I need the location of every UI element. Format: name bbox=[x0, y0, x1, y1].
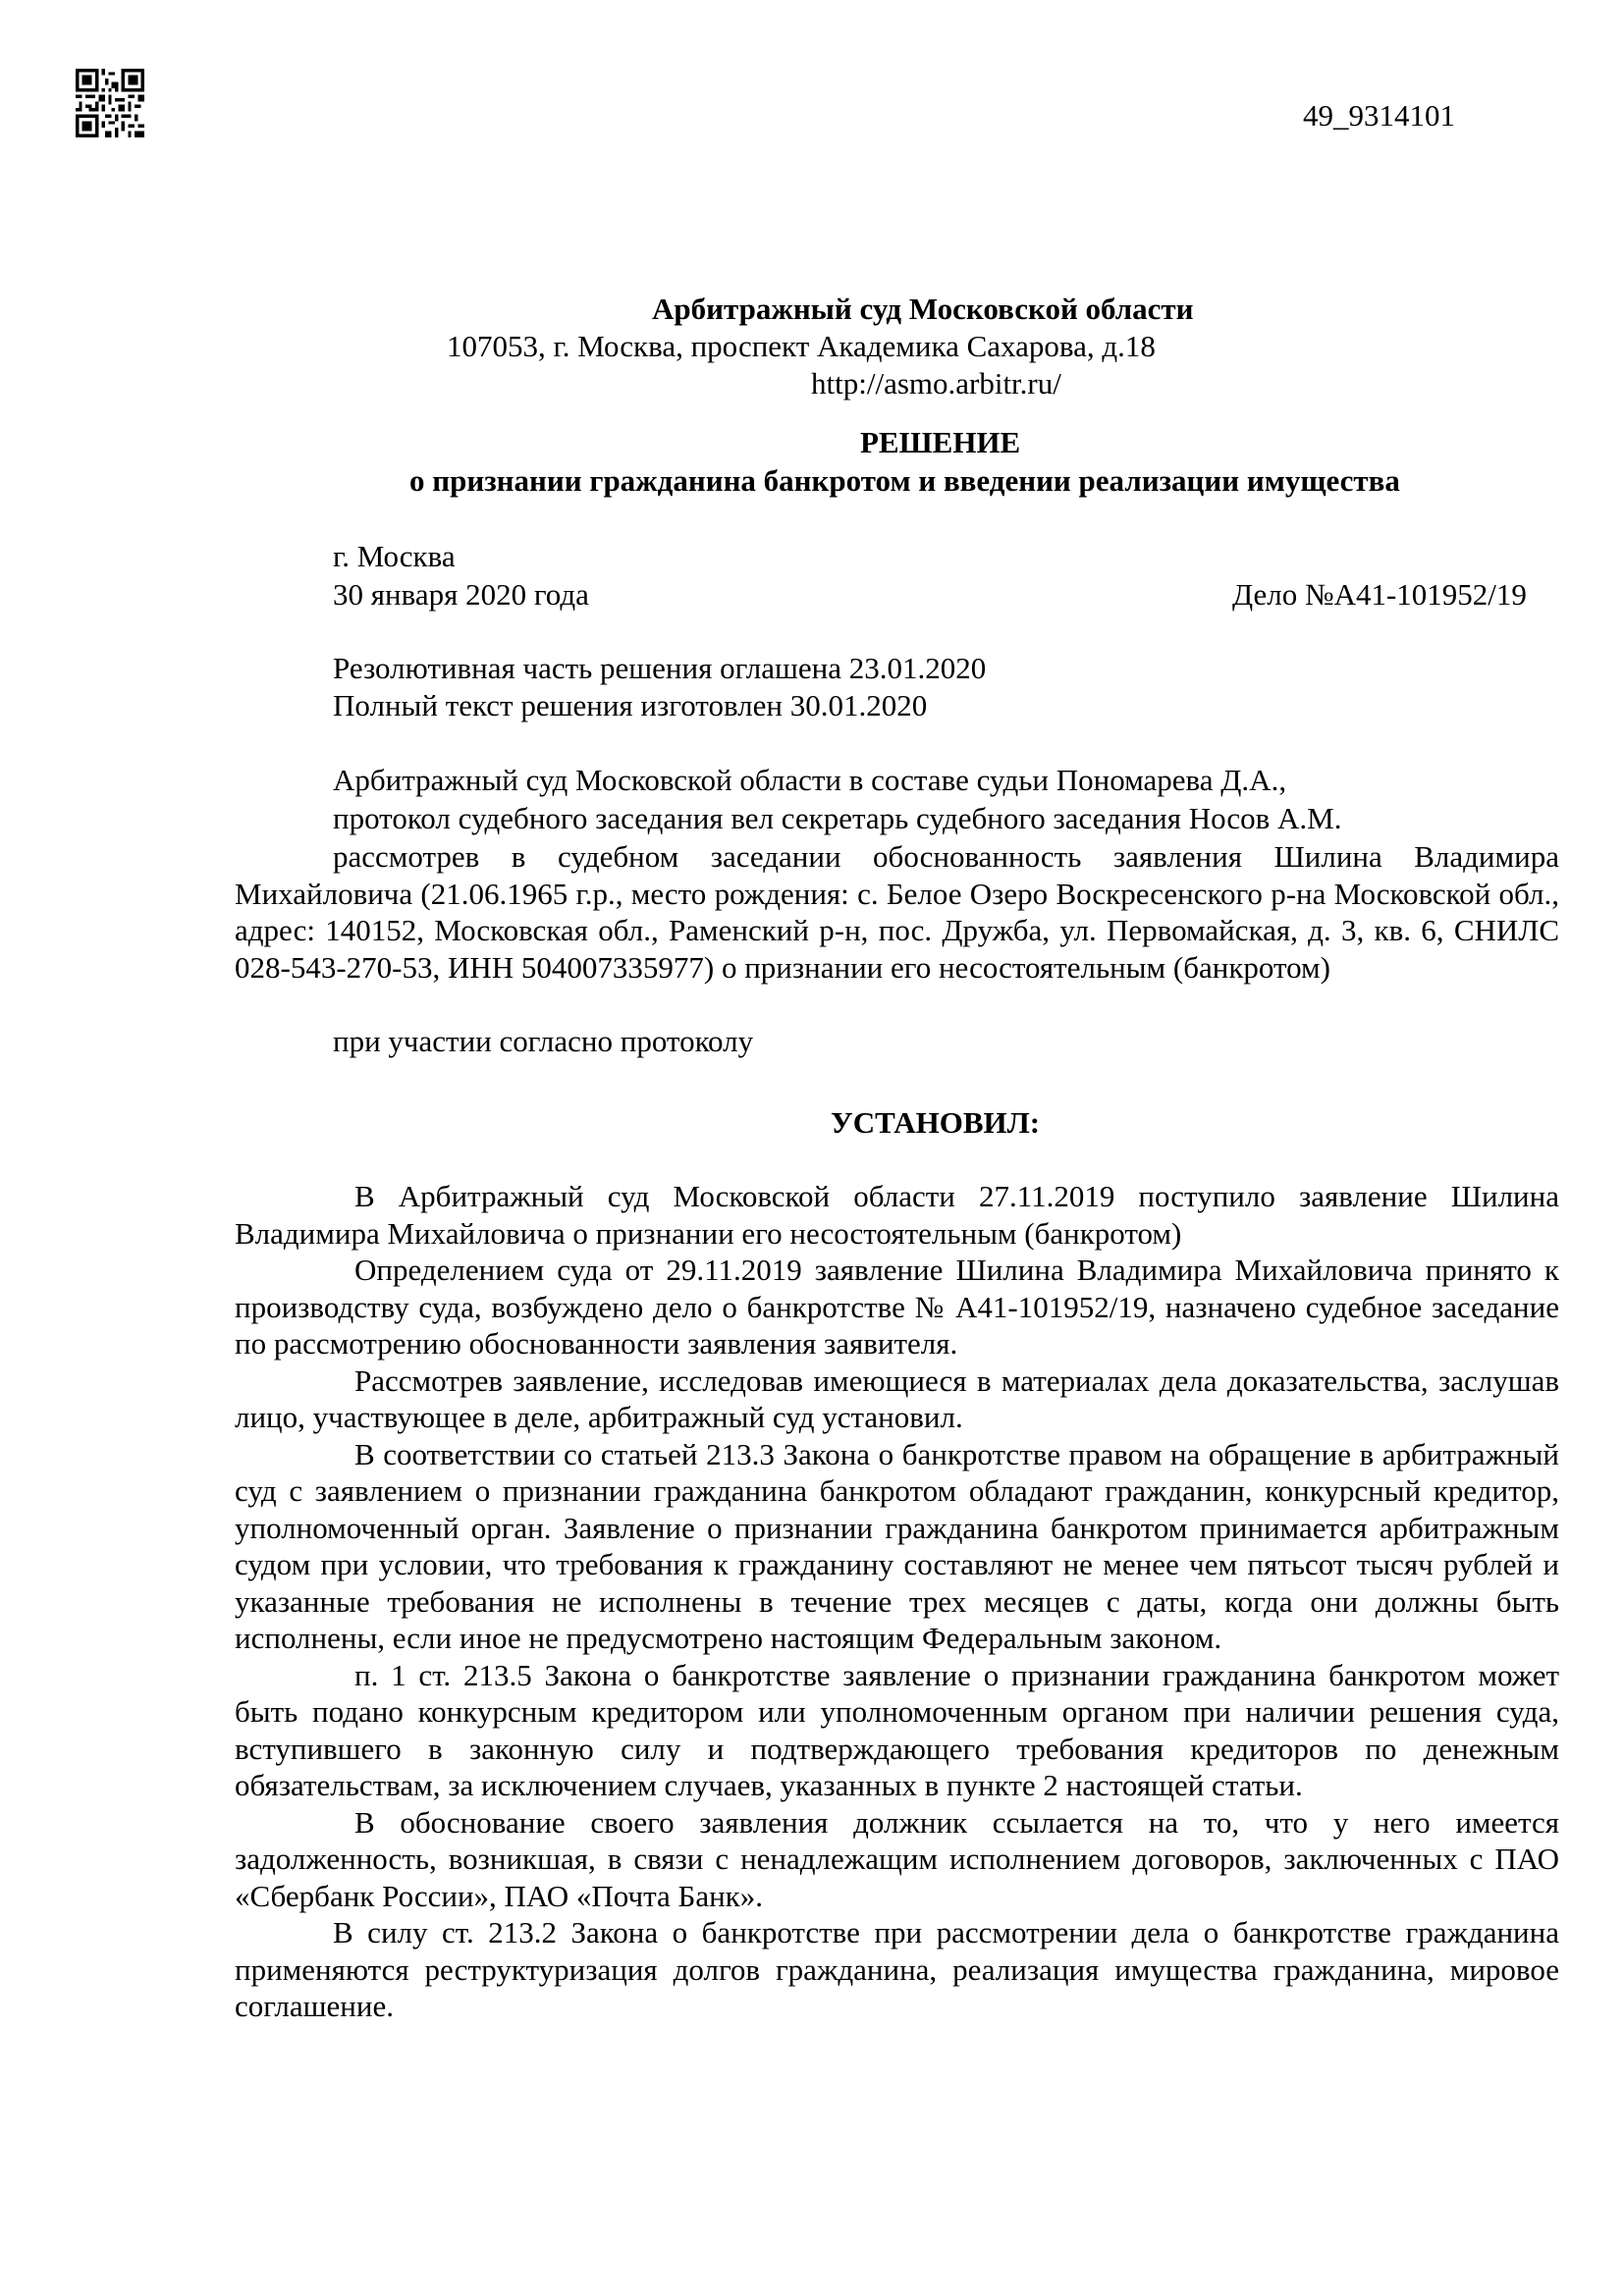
court-composition: Арбитражный суд Московской области в составе судьи Пономарева Д.А., bbox=[333, 763, 1287, 797]
body-paragraph: В Арбитражный суд Московской области 27.11.2019 поступило заявление Шилина Владимира Михайловича о признании его несостоятельным (банкротом) bbox=[235, 1179, 1559, 1251]
decision-subtitle: о признании гражданина банкротом и введении реализации имущества bbox=[409, 463, 1400, 498]
body-text bbox=[235, 1178, 1559, 2025]
document-id: 49_9314101 bbox=[1303, 98, 1455, 133]
intro-text: рассмотрев в судебном заседании обоснованность заявления Шилина Владимира Михайловича (21.06.1965 г.р., место рождения: с. Белое Озеро Воскресенского р-на Московской обл., адрес: 140152, Московская обл., Раменский р-н, пос. Дружба, ул. Первомайская, д. 3, кв. 6, СНИЛС 028-543-270-53, ИНН 504007335977) о признании его несостоятельным (банкротом) bbox=[235, 839, 1559, 985]
court-secretary: протокол судебного заседания вел секретарь судебного заседания Носов А.М. bbox=[333, 801, 1342, 835]
court-address: 107053, г. Москва, проспект Академика Сахарова, д.18 bbox=[447, 329, 1156, 363]
body-paragraph: п. 1 ст. 213.5 Закона о банкротстве заявление о признании гражданина банкротом может быть подано конкурсным кредитором или уполномоченным органом при наличии решения суда, вступившего в законную силу и подтверждающего требования кредиторов по денежным обязательствам, за исключением случаев, указанных в пункте 2 настоящей статьи. bbox=[235, 1657, 1559, 1802]
qr-code-icon bbox=[76, 69, 144, 137]
body-paragraph: Рассмотрев заявление, исследовав имеющиеся в материалах дела доказательства, заслушав лицо, участвующее в деле, арбитражный суд установил. bbox=[235, 1362, 1559, 1434]
established-heading: УСТАНОВИЛ: bbox=[831, 1105, 1041, 1140]
body-paragraph: В обоснование своего заявления должник ссылается на то, что у него имеется задолженность, возникшая, в связи с ненадлежащим исполнением договоров, заключенных с ПАО «Сбербанк России», ПАО «Почта Банк». bbox=[235, 1804, 1559, 1913]
body-paragraph: Определением суда от 29.11.2019 заявление Шилина Владимира Михайловича принято к производству суда, возбуждено дело о банкротстве № А41-101952/19, назначено судебное заседание по рассмотрению обоснованности заявления заявителя. bbox=[235, 1253, 1559, 1361]
court-name: Арбитражный суд Московской области bbox=[652, 292, 1194, 326]
decision-title: РЕШЕНИЕ bbox=[860, 425, 1021, 459]
announced-date: Резолютивная часть решения оглашена 23.01.2020 bbox=[333, 651, 987, 685]
court-website: http://asmo.arbitr.ru/ bbox=[811, 366, 1061, 400]
full-text-date: Полный текст решения изготовлен 30.01.2020 bbox=[333, 688, 928, 722]
decision-date: 30 января 2020 года bbox=[333, 577, 589, 612]
city: г. Москва bbox=[333, 539, 456, 573]
participation: при участии согласно протоколу bbox=[333, 1024, 754, 1058]
body-paragraph: В силу ст. 213.2 Закона о банкротстве при рассмотрении дела о банкротстве гражданина применяются реструктуризация долгов гражданина, реализация имущества гражданина, мировое соглашение. bbox=[235, 1915, 1559, 2023]
intro-paragraph bbox=[235, 838, 1559, 986]
body-paragraph: В соответствии со статьей 213.3 Закона о банкротстве правом на обращение в арбитражный суд с заявлением о признании гражданина банкротом обладают гражданин, конкурсный кредитор, уполномоченный орган. Заявление о признании гражданина банкротом принимается арбитражным судом при условии, что требования к гражданину составляют не менее чем пятьсот тысяч рублей и указанные требования не исполнены в течение трех месяцев с даты, когда они должны быть исполнены, если иное не предусмотрено настоящим Федеральным законом. bbox=[235, 1436, 1559, 1655]
case-number: Дело №А41-101952/19 bbox=[1232, 577, 1527, 612]
